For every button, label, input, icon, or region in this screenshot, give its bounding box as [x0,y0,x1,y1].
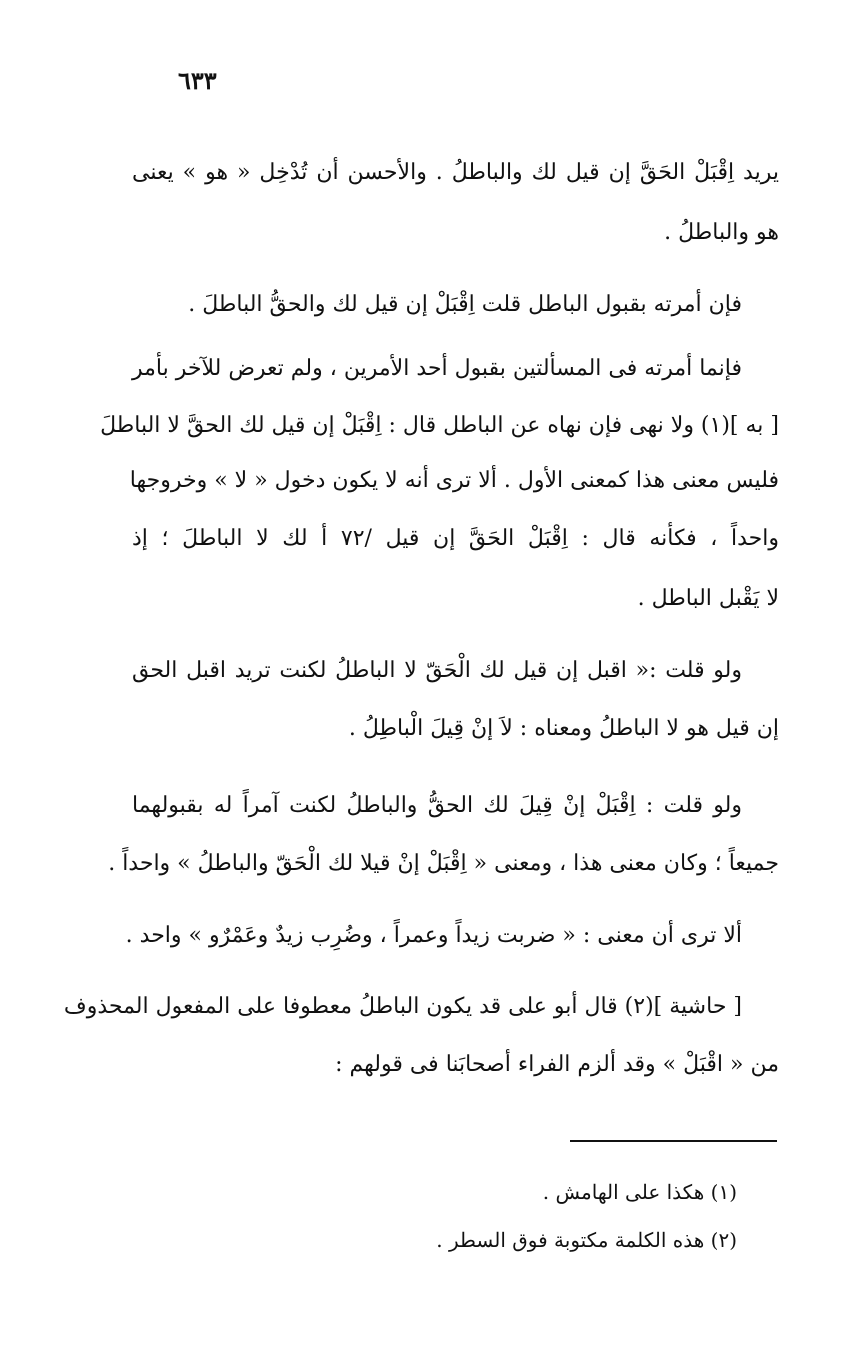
footnote: (١) هكذا على الهامش . [542,1180,737,1204]
body-line: هو والباطلُ . [664,220,779,245]
body-line: جميعاً ؛ وكان معنى هذا ، ومعنى « اِقْبَلْ إنْ قيلا لك الْحَقّ والباطلُ » واحداً . [108,851,779,876]
body-line: إن قيل هو لا الباطلُ ومعناه : لاَ إنْ قِيلَ الْباطِلُ . [348,716,779,741]
body-line: يريد اِقْبَلْ الحَقَّ إن قيل لك والباطلُ . والأحسن أن تُدْخِل « هو » يعنى [132,160,779,185]
body-line: واحداً ، فكأنه قال : اِقْبَلْ الحَقَّ إن قيل /٧٢ أ لك لا الباطلَ ؛ إذ [132,526,779,551]
body-line: ألا ترى أن معنى : « ضربت زيداً وعمراً ، وضُرِب زيدٌ وعَمْرٌو » واحد . [125,923,742,948]
body-line: [ به ](١) ولا نهى فإن نهاه عن الباطل قال : اِقْبَلْ إن قيل لك الحقَّ لا الباطلَ [100,413,779,438]
footnote: (٢) هذه الكلمة مكتوبة فوق السطر . [436,1228,737,1252]
body-line: فليس معنى هذا كمعنى الأول . ألا ترى أنه لا يكون دخول « لا » وخروجها [129,468,779,493]
body-line: ولو قلت :« اقبل إن قيل لك الْحَقّ لا الباطلُ لكنت تريد اقبل الحق [132,658,742,683]
footnote-divider [570,1140,777,1142]
body-line: [ حاشية ](٢) قال أبو على قد يكون الباطلُ معطوفا على المفعول المحذوف [63,994,742,1019]
body-line: لا يَقْبل الباطل . [637,586,779,611]
body-line: فإن أمرته بقبول الباطل قلت اِقْبَلْ إن قيل لك والحقُّ الباطلَ . [188,292,742,317]
body-line: ولو قلت : اِقْبَلْ إنْ قِيلَ لك الحقُّ والباطلُ لكنت آمراً له بقبولهما [132,793,742,818]
body-line: فإنما أمرته فى المسألتين بقبول أحد الأمرين ، ولم تعرض للآخر بأمر [132,356,742,381]
body-line: من « اقْبَلْ » وقد ألزم الفراء أصحابَنا فى قولهم : [335,1052,779,1077]
page-number: ٦٣٣ [178,66,217,95]
